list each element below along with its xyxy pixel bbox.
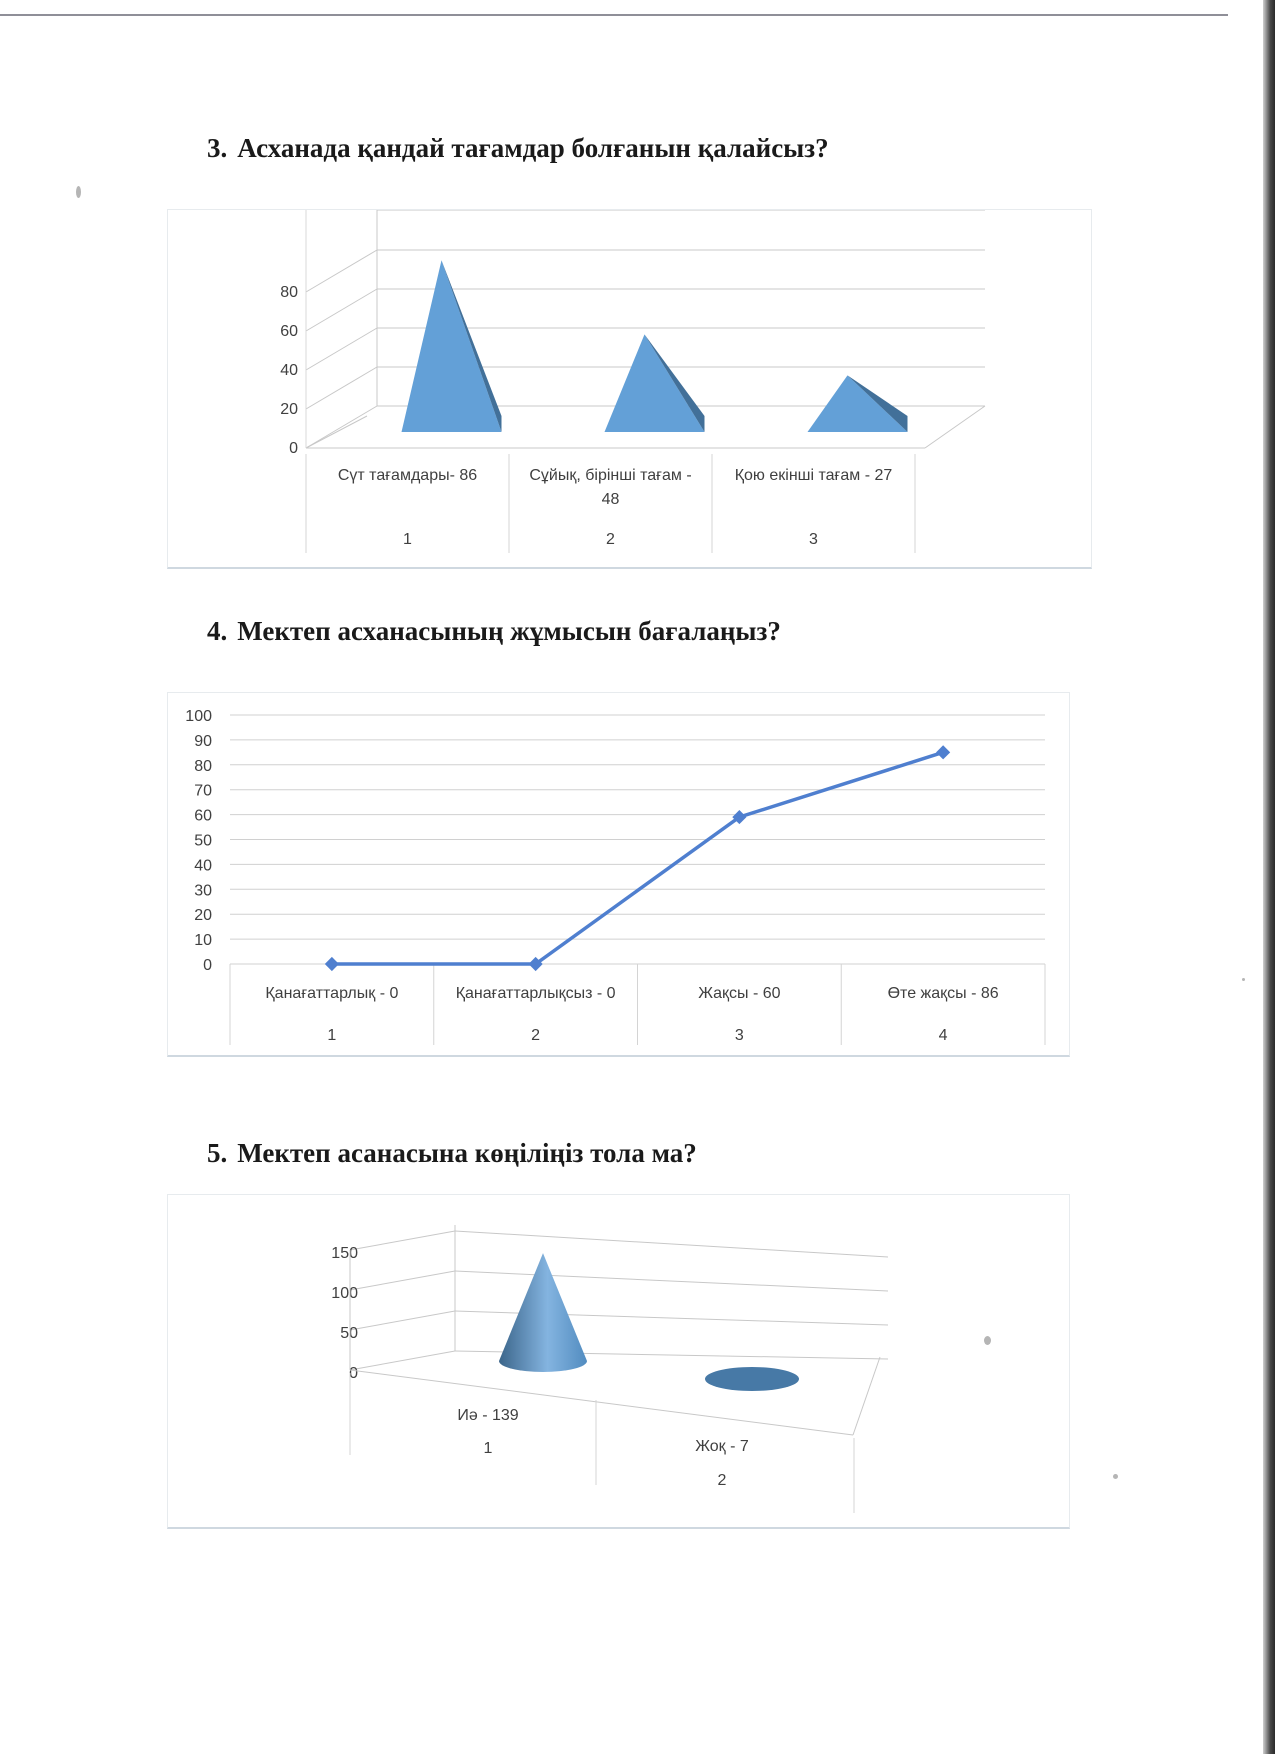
question-4-heading	[207, 616, 781, 647]
scan-speck	[984, 1336, 991, 1345]
question-number: 4.	[207, 616, 228, 646]
side-wall-gridline	[306, 367, 377, 409]
side-wall-gridline	[350, 1231, 455, 1250]
y-tick-label: 0	[289, 440, 298, 457]
question-text: Мектеп асанасына көңіліңіз тола ма?	[237, 1138, 697, 1168]
scan-speck	[76, 186, 81, 198]
y-tick-label: 40	[280, 362, 298, 379]
y-tick-label: 30	[194, 882, 212, 900]
side-wall-gridline	[306, 406, 377, 448]
category-label: Сүт тағамдары- 86	[337, 467, 478, 484]
floor-left-edge	[306, 416, 367, 448]
category-label: Өте жақсы - 86	[887, 985, 999, 1002]
y-tick-label: 80	[194, 757, 212, 775]
y-tick-label: 150	[331, 1245, 358, 1262]
pyramid-chart	[168, 210, 1091, 567]
y-tick-label: 60	[194, 807, 212, 825]
floor-right-edge	[925, 406, 985, 448]
y-tick-label: 50	[340, 1325, 358, 1342]
y-tick-label: 90	[194, 732, 212, 750]
category-number: 2	[531, 1027, 541, 1044]
scan-edge-shadow	[1263, 0, 1275, 1754]
y-tick-label: 80	[280, 284, 298, 301]
category-number: 4	[938, 1027, 948, 1044]
side-wall-gridline	[350, 1271, 455, 1290]
question-3-heading	[207, 133, 829, 164]
cone-base	[705, 1367, 799, 1391]
y-tick-label: 50	[194, 832, 212, 850]
category-label: Жоқ - 7	[695, 1438, 749, 1455]
line-chart	[168, 693, 1069, 1055]
data-point-marker	[936, 745, 950, 759]
y-tick-label: 100	[185, 708, 212, 725]
category-number: 3	[809, 531, 818, 548]
y-tick-label: 20	[194, 907, 212, 925]
category-number: 1	[403, 531, 412, 548]
side-wall-gridline	[306, 289, 377, 331]
y-tick-label: 100	[331, 1285, 358, 1302]
question-text: Мектеп асханасының жұмысын бағалаңыз?	[237, 616, 781, 646]
y-tick-label: 70	[194, 782, 212, 800]
y-tick-label: 10	[194, 932, 212, 950]
side-wall-gridline	[306, 328, 377, 370]
category-label: Қанағаттарлықсыз - 0	[455, 985, 616, 1002]
question-number: 3.	[207, 133, 228, 163]
category-label: Иә - 139	[457, 1407, 519, 1424]
y-tick-label: 0	[349, 1365, 358, 1382]
side-wall-gridline	[350, 1311, 455, 1330]
y-tick-label: 20	[280, 401, 298, 418]
floor-right-edge	[853, 1357, 880, 1435]
category-label: Қанағаттарлық - 0	[265, 985, 399, 1002]
question-number: 5.	[207, 1138, 228, 1168]
side-wall-gridline	[306, 250, 377, 292]
category-number: 2	[717, 1472, 727, 1489]
chart-satisfaction	[167, 1194, 1070, 1529]
question-text: Асханада қандай тағамдар болғанын қалайсыз?	[237, 133, 829, 163]
chart-food-preferences	[167, 209, 1092, 569]
category-number: 1	[327, 1027, 337, 1044]
question-5-heading	[207, 1138, 697, 1169]
y-tick-label: 40	[194, 857, 212, 875]
category-label: Жақсы - 60	[698, 985, 781, 1002]
cone-chart	[168, 1195, 1069, 1527]
category-number: 3	[734, 1027, 744, 1044]
y-tick-label: 60	[280, 323, 298, 340]
category-label: Сұйық, бірінші тағам -48	[529, 467, 692, 508]
category-label: Қою екінші тағам - 27	[734, 467, 893, 484]
back-wall-gridline	[455, 1231, 888, 1257]
y-tick-label: 0	[203, 957, 212, 974]
series-line	[332, 752, 943, 964]
back-wall-gridline	[455, 1271, 888, 1291]
category-number: 2	[606, 531, 615, 548]
page-top-rule	[0, 14, 1228, 16]
scan-speck	[1242, 978, 1245, 981]
data-point-marker	[325, 957, 339, 971]
category-number: 1	[483, 1440, 493, 1457]
chart-canteen-rating	[167, 692, 1070, 1057]
side-wall-gridline	[350, 1351, 455, 1370]
pyramid-front-face	[402, 260, 502, 432]
scan-speck	[1113, 1474, 1118, 1479]
